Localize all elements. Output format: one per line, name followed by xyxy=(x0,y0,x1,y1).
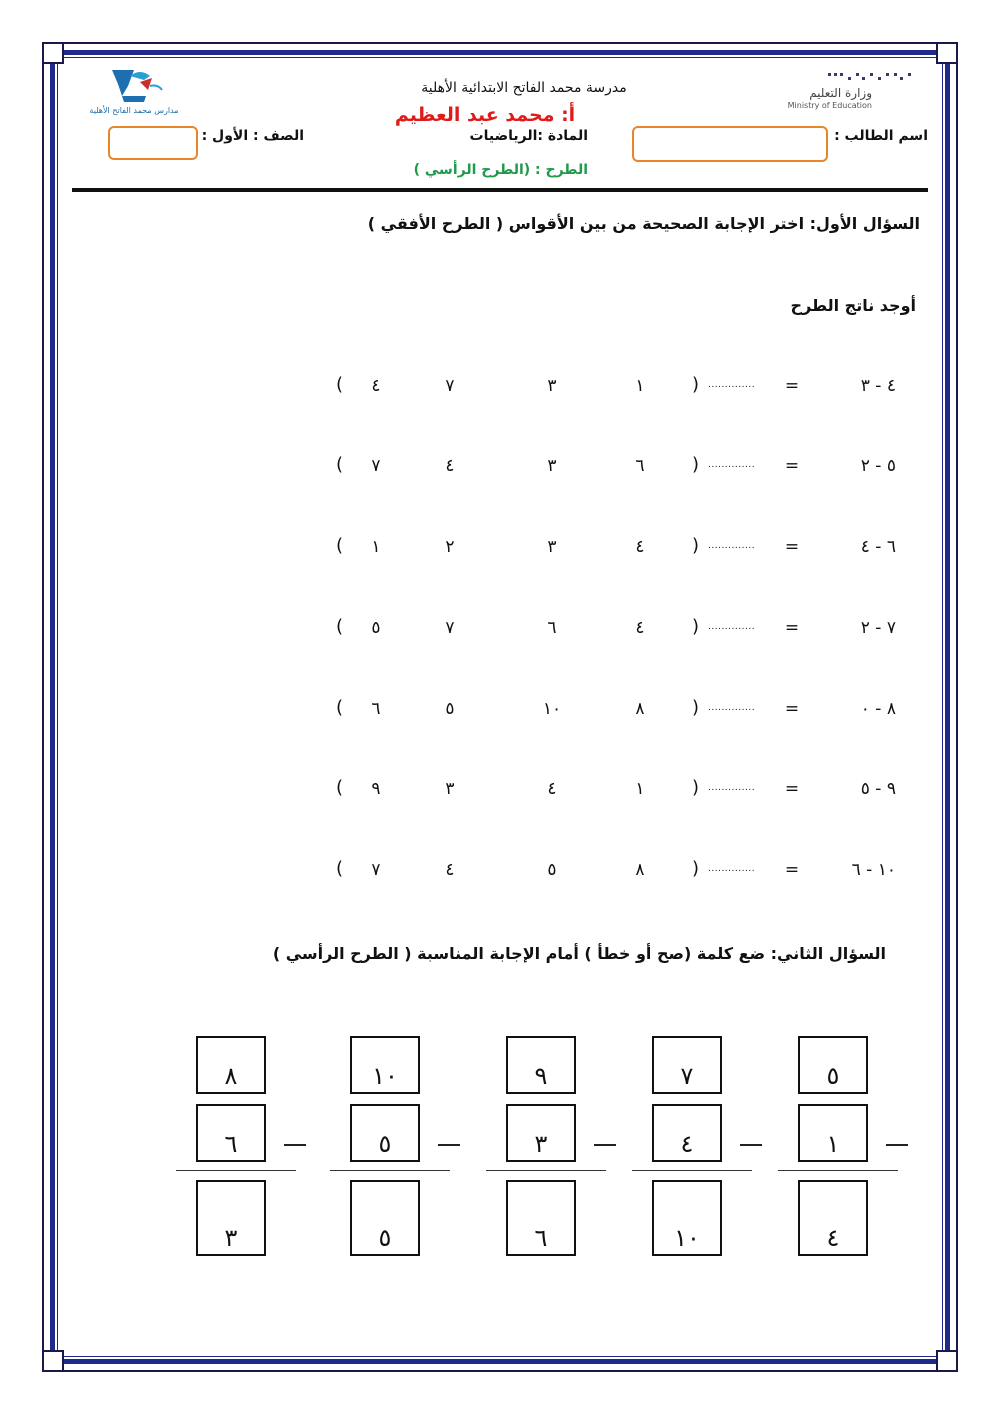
q2-minuend-box: ٩ xyxy=(506,1036,576,1094)
q2-minuend-box: ٨ xyxy=(196,1036,266,1094)
student-name-input[interactable] xyxy=(632,126,828,162)
q1-equals: = xyxy=(784,860,800,880)
q1-paren-close: ) xyxy=(692,454,700,475)
frame-corner xyxy=(42,42,64,64)
q1-option: ٨ xyxy=(635,699,645,719)
lesson-title: الطرح : (الطرح الرأسي ) xyxy=(413,162,588,178)
q1-option: ٣ xyxy=(445,779,455,799)
q1-instruction: أوجد ناتج الطرح xyxy=(790,296,916,315)
q1-option: ٧ xyxy=(371,860,381,880)
q1-option: ٢ xyxy=(445,537,455,557)
q1-expression: ٥ - ٢ xyxy=(860,456,896,476)
minus-sign-icon xyxy=(284,1144,306,1146)
header-divider xyxy=(72,188,928,192)
q1-paren-close: ) xyxy=(692,777,700,798)
q1-paren-open: ( xyxy=(336,535,344,556)
q2-subtrahend-box: ٤ xyxy=(652,1104,722,1162)
student-name-label: اسم الطالب : xyxy=(834,128,928,144)
q1-answer-blank[interactable]: .............. xyxy=(708,541,756,551)
q1-option: ٥ xyxy=(547,860,557,880)
q1-paren-open: ( xyxy=(336,454,344,475)
q1-option: ٧ xyxy=(371,456,381,476)
q1-option: ٧ xyxy=(445,376,455,396)
q1-expression: ١٠ - ٦ xyxy=(851,860,896,880)
minus-sign-icon xyxy=(886,1144,908,1146)
q1-expression: ٦ - ٤ xyxy=(860,537,896,557)
q2-result-box: ٤ xyxy=(798,1180,868,1256)
q1-answer-blank[interactable]: .............. xyxy=(708,380,756,390)
q1-option: ٨ xyxy=(635,860,645,880)
frame-corner xyxy=(42,1350,64,1372)
grade-input[interactable] xyxy=(108,126,198,160)
q1-option: ٥ xyxy=(371,618,381,638)
q1-option: ٧ xyxy=(445,618,455,638)
q1-paren-open: ( xyxy=(336,777,344,798)
q1-option: ٦ xyxy=(635,456,645,476)
q1-equals: = xyxy=(784,376,800,396)
school-logo-icon xyxy=(100,66,172,106)
q2-result-box: ٦ xyxy=(506,1180,576,1256)
q2-result-line xyxy=(486,1170,606,1171)
q1-answer-blank[interactable]: .............. xyxy=(708,783,756,793)
q1-option: ٣ xyxy=(547,537,557,557)
q1-equals: = xyxy=(784,618,800,638)
q2-subtrahend-box: ٣ xyxy=(506,1104,576,1162)
q2-result-line xyxy=(330,1170,450,1171)
q1-answer-blank[interactable]: .............. xyxy=(708,622,756,632)
q1-option: ٣ xyxy=(547,376,557,396)
q2-minuend-box: ٥ xyxy=(798,1036,868,1094)
q1-equals: = xyxy=(784,699,800,719)
q1-expression: ٩ - ٥ xyxy=(860,779,896,799)
q2-subtrahend-box: ٥ xyxy=(350,1104,420,1162)
q1-option: ٣ xyxy=(547,456,557,476)
q1-equals: = xyxy=(784,456,800,476)
q1-paren-close: ) xyxy=(692,374,700,395)
q2-subtrahend-box: ٦ xyxy=(196,1104,266,1162)
q2-subtrahend-box: ١ xyxy=(798,1104,868,1162)
q2-result-line xyxy=(632,1170,752,1171)
grade-label: الصف : الأول : xyxy=(201,128,304,144)
minus-sign-icon xyxy=(594,1144,616,1146)
q1-option: ٤ xyxy=(445,456,455,476)
q1-expression: ٨ - ٠ xyxy=(860,699,896,719)
q2-result-box: ٣ xyxy=(196,1180,266,1256)
q1-option: ١٠ xyxy=(542,699,562,719)
minus-sign-icon xyxy=(438,1144,460,1146)
q1-paren-open: ( xyxy=(336,697,344,718)
q1-paren-close: ) xyxy=(692,616,700,637)
q1-option: ٤ xyxy=(635,537,645,557)
q1-equals: = xyxy=(784,779,800,799)
q1-option: ٤ xyxy=(547,779,557,799)
q2-minuend-box: ٧ xyxy=(652,1036,722,1094)
q2-result-box: ١٠ xyxy=(652,1180,722,1256)
q1-option: ٤ xyxy=(371,376,381,396)
frame-corner xyxy=(936,42,958,64)
frame-corner xyxy=(936,1350,958,1372)
q1-answer-blank[interactable]: .............. xyxy=(708,460,756,470)
q1-option: ١ xyxy=(635,376,645,396)
q1-option: ١ xyxy=(371,537,381,557)
q1-equals: = xyxy=(784,537,800,557)
school-name: مدرسة محمد الفاتح الابتدائية الأهلية xyxy=(421,80,627,96)
q1-paren-close: ) xyxy=(692,697,700,718)
q2-result-box: ٥ xyxy=(350,1180,420,1256)
q1-paren-open: ( xyxy=(336,858,344,879)
q1-option: ٩ xyxy=(371,779,381,799)
q1-paren-close: ) xyxy=(692,535,700,556)
ministry-name-en: Ministry of Education xyxy=(787,101,872,110)
q2-result-line xyxy=(176,1170,296,1171)
ministry-logo-icon xyxy=(826,68,916,80)
school-logo-text: مدارس محمد الفاتح الأهلية xyxy=(89,106,179,115)
subject-label: المادة :الرياضيات xyxy=(469,128,588,144)
q2-minuend-box: ١٠ xyxy=(350,1036,420,1094)
q1-title: السؤال الأول: اختر الإجابة الصحيحة من بين الأقواس ( الطرح الأفقي ) xyxy=(367,214,920,233)
q2-title: السؤال الثاني: ضع كلمة (صح أو خطأ ) أمام الإجابة المناسبة ( الطرح الرأسي ) xyxy=(272,944,886,963)
q1-paren-open: ( xyxy=(336,616,344,637)
q1-option: ٤ xyxy=(635,618,645,638)
minus-sign-icon xyxy=(740,1144,762,1146)
q1-paren-close: ) xyxy=(692,858,700,879)
q1-option: ٦ xyxy=(371,699,381,719)
q1-option: ٥ xyxy=(445,699,455,719)
q1-answer-blank[interactable]: .............. xyxy=(708,703,756,713)
q1-paren-open: ( xyxy=(336,374,344,395)
q1-option: ٦ xyxy=(547,618,557,638)
q1-option: ٤ xyxy=(445,860,455,880)
q2-result-line xyxy=(778,1170,898,1171)
q1-option: ١ xyxy=(635,779,645,799)
q1-answer-blank[interactable]: .............. xyxy=(708,864,756,874)
ministry-name-ar: وزارة التعليم xyxy=(809,86,872,100)
q1-expression: ٤ - ٣ xyxy=(860,376,896,396)
q1-expression: ٧ - ٢ xyxy=(860,618,896,638)
teacher-name: أ: محمد عبد العظيم xyxy=(394,104,576,126)
